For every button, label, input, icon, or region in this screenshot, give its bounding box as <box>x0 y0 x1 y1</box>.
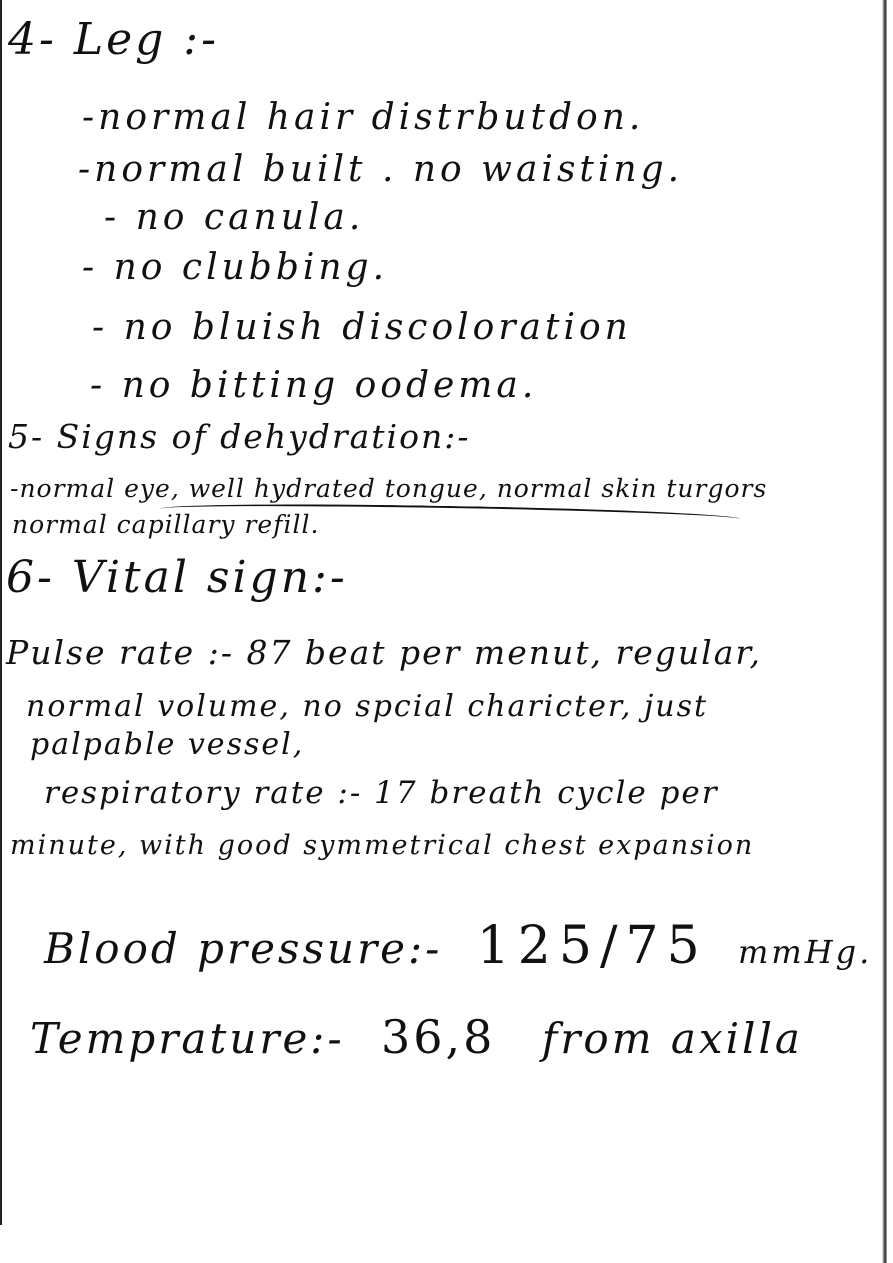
leg-item-discoloration: - no bluish discoloration <box>92 307 632 348</box>
page-left-edge <box>0 0 2 1225</box>
temp-value: 36,8 <box>381 1010 496 1064</box>
page-right-edge <box>882 0 887 1263</box>
pulse-line-1: Pulse rate :- 87 beat per menut, regular, <box>6 633 763 672</box>
pulse-line-3: palpable vessel, <box>30 727 305 762</box>
leg-item-canula: - no canula. <box>104 197 365 238</box>
vitals-heading: 6- Vital sign:- <box>6 552 348 603</box>
leg-heading: 4- Leg :- <box>8 14 219 65</box>
temp-label: Temprature:- <box>30 1014 345 1063</box>
pulse-line-2: normal volume, no spcial charicter, just <box>26 689 709 724</box>
bp-row <box>44 916 873 976</box>
bp-label: Blood pressure:- <box>44 924 443 973</box>
dehydration-line-1: -normal eye, well hydrated tongue, normal skin turgors <box>10 474 768 503</box>
leg-item-oedema: - no bitting oodema. <box>90 365 538 406</box>
bp-value: 125/75 <box>476 916 708 976</box>
leg-item-built: -normal built . no waisting. <box>78 149 684 190</box>
temp-site: from axilla <box>541 1014 803 1063</box>
dehydration-line-2: normal capillary refill. <box>12 510 320 539</box>
resp-line-2: minute, with good symmetrical chest expansion <box>10 830 755 861</box>
resp-line-1: respiratory rate :- 17 breath cycle per <box>44 775 719 811</box>
leg-item-hair: -normal hair distrbutdon. <box>82 97 645 138</box>
dehydration-heading: 5- Signs of dehydration:- <box>8 417 471 456</box>
temp-row <box>30 1010 803 1064</box>
leg-item-clubbing: - no clubbing. <box>82 247 389 288</box>
bp-unit: mmHg. <box>738 933 873 971</box>
